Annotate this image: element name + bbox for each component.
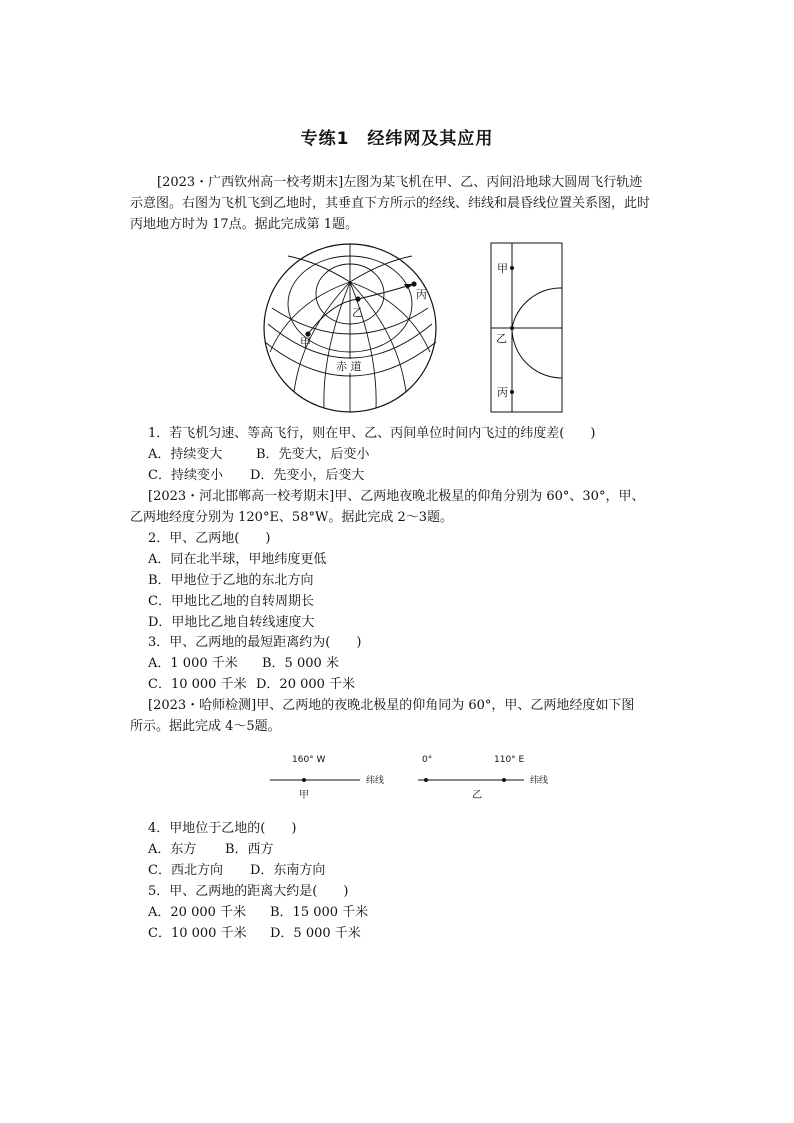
intro1-line2: 示意图。右图为飞机飞到乙地时，其垂直下方所示的经线、纬线和晨昏线位置关系图，此时	[130, 196, 651, 211]
globe-label-bing: 丙	[416, 288, 427, 301]
q4-stem: 4．甲地位于乙地的( )	[148, 821, 297, 836]
q5-option-a: A．20 000 千米	[148, 905, 247, 920]
q5-option-d: D．5 000 千米	[270, 926, 361, 941]
q2-option-b: B．甲地位于乙地的东北方向	[148, 573, 314, 588]
q5-stem: 5．甲、乙两地的距离大约是( )	[148, 884, 349, 899]
rect-label-jia: 甲	[497, 262, 508, 275]
q1-option-b: B．先变大，后变小	[256, 447, 370, 462]
q2-option-c: C．甲地比乙地的自转周期长	[148, 594, 314, 609]
lon-right-label-0: 0°	[422, 755, 433, 765]
q1-option-c: C．持续变小	[148, 468, 223, 483]
q5-option-c: C．10 000 千米	[148, 926, 247, 941]
q5-option-b: B．15 000 千米	[270, 905, 369, 920]
terminator-figure	[490, 242, 564, 414]
intro2-line1: [2023・河北邯郸高一校考期末]甲、乙两地夜晚北极星的仰角分别为 60°、30°，甲、	[148, 489, 645, 504]
q4-option-c: C．西北方向	[148, 863, 223, 878]
intro1-line1: [2023・广西钦州高一校考期末]左图为某飞机在甲、乙、丙间沿地球大圆周飞行轨迹	[157, 175, 643, 190]
lon-left-lat: 纬线	[366, 776, 385, 786]
intro3-line2: 所示。据此完成 4～5题。	[130, 719, 281, 734]
q2-option-d: D．甲地比乙地自转线速度大	[148, 615, 315, 630]
q3-option-b: B．5 000 米	[262, 656, 339, 671]
globe-label-yi: 乙	[352, 306, 363, 319]
globe-label-equator: 赤 道	[336, 360, 362, 373]
q3-option-d: D．20 000 千米	[256, 677, 356, 692]
rect-label-yi: 乙	[496, 332, 507, 345]
q2-stem: 2．甲、乙两地( )	[148, 531, 271, 546]
globe-label-jia: 甲	[300, 336, 311, 349]
q3-stem: 3．甲、乙两地的最短距离约为( )	[148, 635, 362, 650]
q1-stem: 1．若飞机匀速、等高飞行，则在甲、乙、丙间单位时间内飞过的纬度差( )	[148, 426, 596, 441]
q1-option-a: A．持续变大	[148, 447, 223, 462]
q1-option-d: D．先变小，后变大	[250, 468, 365, 483]
rect-label-bing: 丙	[497, 386, 508, 399]
lon-right-name: 乙	[472, 790, 482, 801]
q3-option-a: A．1 000 千米	[148, 656, 238, 671]
longitude-figure	[266, 750, 566, 802]
intro3-line1: [2023・哈师检测]甲、乙两地的夜晚北极星的仰角同为 60°，甲、乙两地经度如下图	[148, 698, 635, 713]
lon-left-label: 160° W	[292, 755, 326, 765]
lon-right-label-1: 110° E	[494, 755, 525, 765]
page-title: 专练1 经纬网及其应用	[300, 129, 494, 149]
q4-option-b: B．西方	[225, 842, 274, 857]
intro2-line2: 乙两地经度分别为 120°E、58°W。据此完成 2～3题。	[130, 510, 454, 525]
q4-option-d: D．东南方向	[250, 863, 326, 878]
q4-option-a: A．东方	[148, 842, 197, 857]
globe-figure	[262, 242, 442, 414]
q3-option-c: C．10 000 千米	[148, 677, 247, 692]
lon-left-name: 甲	[299, 790, 309, 801]
lon-right-lat: 纬线	[530, 776, 549, 786]
q2-option-a: A．同在北半球，甲地纬度更低	[148, 552, 327, 567]
intro1-line3: 丙地地方时为 17点。据此完成第 1题。	[130, 217, 359, 232]
